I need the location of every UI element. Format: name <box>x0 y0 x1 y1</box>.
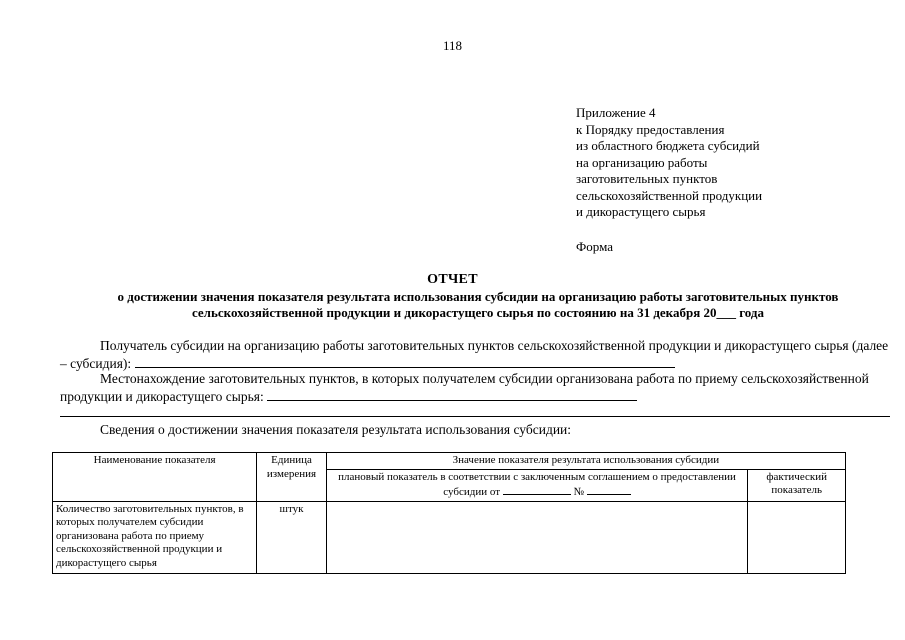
location-text: Местонахождение заготовительных пунктов, в которых получателем субсидии организована работа по приему сельскохозяйственной продукции и дикорастущего сырья: <box>60 371 869 404</box>
location-paragraph <box>60 371 896 405</box>
appendix-line: на организацию работы <box>576 154 708 170</box>
recipient-text: Получатель субсидии на организацию работы заготовительных пунктов сельскохозяйственной продукции и дикорастущего сырья (далее – субсидия): <box>60 338 889 371</box>
appendix-line: Приложение 4 <box>576 105 656 120</box>
location-blank <box>267 388 637 401</box>
info-text: Сведения о достижении значения показателя результата использования субсидии: <box>100 422 572 437</box>
report-title: ОТЧЕТ <box>427 272 478 287</box>
form-label: Форма <box>576 239 613 254</box>
header-plan <box>326 469 748 501</box>
report-subtitle: о достижении значения показателя результата использования субсидии на организацию работы заготовительных пунктов сельскохозяйственной продукции и дикорастущего сырья по состоянию на 31 декабря 20___ года <box>117 289 839 320</box>
row-plan <box>326 501 748 573</box>
header-plan-text: плановый показатель в соответствии с заключенным соглашением о предоставлении субсидии от <box>338 470 736 498</box>
recipient-blank <box>135 355 675 368</box>
appendix-line: заготовительных пунктов <box>576 171 718 186</box>
table-row <box>53 501 846 573</box>
appendix-line: из областного бюджета субсидий <box>576 138 760 153</box>
recipient-paragraph <box>60 338 896 372</box>
appendix-line: к Порядку предоставления <box>576 121 725 137</box>
appendix-line: сельскохозяйственной продукции <box>576 187 763 203</box>
plan-date-blank <box>503 484 571 495</box>
header-plan-number-sign: № <box>573 486 585 498</box>
table-header-row <box>53 453 846 470</box>
report-table <box>52 452 846 574</box>
location-continuation-line <box>60 416 890 417</box>
row-unit: штук <box>257 501 326 573</box>
header-fact: фактический показатель <box>748 469 846 501</box>
header-name: Наименование показателя <box>53 453 257 502</box>
row-fact <box>748 501 846 573</box>
appendix-block <box>576 105 896 221</box>
header-value-group: Значение показателя результата использования субсидии <box>326 453 845 470</box>
info-paragraph <box>60 422 896 439</box>
page-number: 118 <box>442 38 463 53</box>
row-name: Количество заготовительных пунктов, в которых получателем субсидии организована работа по приему сельскохозяйственной продукции и дикорастущего сырья <box>53 501 257 573</box>
plan-number-blank <box>587 484 631 495</box>
header-unit: Единица измерения <box>257 453 326 502</box>
appendix-line: и дикорастущего сырья <box>576 204 706 219</box>
